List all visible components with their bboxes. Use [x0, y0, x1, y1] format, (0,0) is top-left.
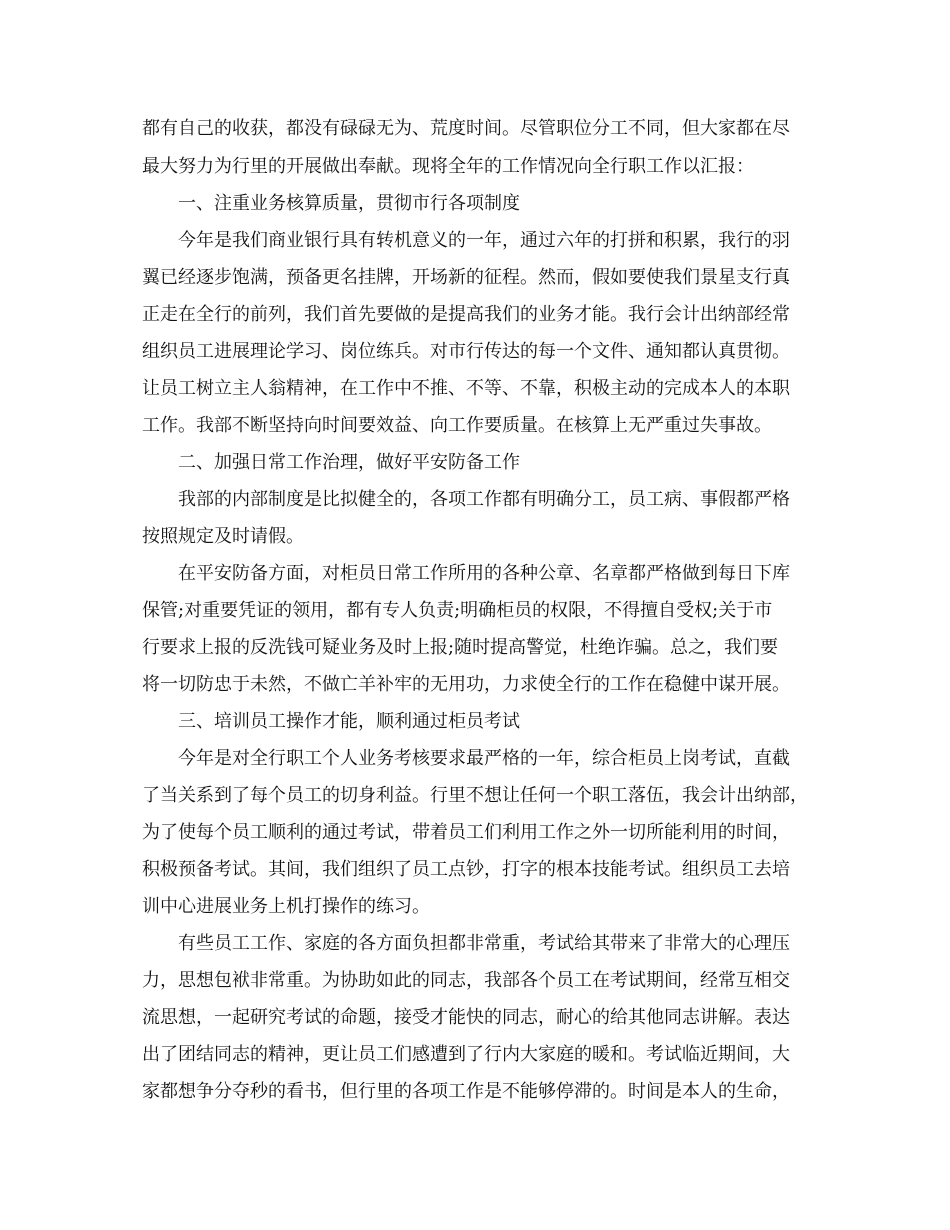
- body-line: 今年是我们商业银行具有转机意义的一年，通过六年的打拼和积累，我行的羽: [178, 230, 790, 251]
- body-line: 在平安防备方面，对柜员日常工作所用的各种公章、名章都严格做到每日下库: [178, 563, 790, 584]
- section-heading-3: 三、培训员工操作才能，顺利通过柜员考试: [178, 711, 520, 732]
- body-line: 流思想，一起研究考试的命题，接受才能快的同志，耐心的给其他同志讲解。表达: [142, 1007, 790, 1028]
- body-line: 将一切防忠于未然，不做亡羊补牢的无用功，力求使全行的工作在稳健中谋开展。: [142, 674, 790, 695]
- body-line: 让员工树立主人翁精神，在工作中不推、不等、不靠，积极主动的完成本人的本职: [142, 378, 790, 399]
- body-line: 正走在全行的前列，我们首先要做的是提高我们的业务才能。我行会计出纳部经常: [142, 304, 790, 325]
- body-line: 家都想争分夺秒的看书，但行里的各项工作是不能够停滞的。时间是本人的生命，: [142, 1081, 790, 1102]
- body-line: 行要求上报的反洗钱可疑业务及时上报;随时提高警觉，杜绝诈骗。总之，我们要: [142, 637, 779, 658]
- body-line: 按照规定及时请假。: [142, 526, 304, 547]
- body-line: 组织员工进展理论学习、岗位练兵。对市行传达的每一个文件、通知都认真贯彻。: [142, 341, 790, 362]
- body-line: 都有自己的收获，都没有碌碌无为、荒度时间。尽管职位分工不同，但大家都在尽: [142, 118, 790, 139]
- body-line: 我部的内部制度是比拟健全的，各项工作都有明确分工，员工病、事假都严格: [178, 489, 790, 510]
- body-line: 翼已经逐步饱满，预备更名挂牌，开场新的征程。然而，假如要使我们景星支行真: [142, 267, 790, 288]
- body-line: 工作。我部不断坚持向时间要效益、向工作要质量。在核算上无严重过失事故。: [142, 415, 772, 436]
- body-line: 最大努力为行里的开展做出奉献。现将全年的工作情况向全行职工作以汇报：: [142, 156, 754, 177]
- body-line: 出了团结同志的精神，更让员工们感遭到了行内大家庭的暖和。考试临近期间，大: [142, 1044, 790, 1065]
- body-line: 今年是对全行职工个人业务考核要求最严格的一年，综合柜员上岗考试，直截: [178, 748, 790, 769]
- body-line: 了当关系到了每个员工的切身利益。行里不想让任何一个职工落伍，我会计出纳部，: [142, 785, 808, 806]
- body-line: 有些员工工作、家庭的各方面负担都非常重，考试给其带来了非常大的心理压: [178, 933, 790, 954]
- body-line: 为了使每个员工顺利的通过考试，带着员工们利用工作之外一切所能利用的时间，: [142, 822, 790, 843]
- body-line: 保管;对重要凭证的领用，都有专人负责;明确柜员的权限，不得擅自受权;关于市: [142, 600, 773, 621]
- body-line: 力，思想包袱非常重。为协助如此的同志，我部各个员工在考试期间，经常互相交: [142, 970, 790, 991]
- section-heading-1: 一、注重业务核算质量，贯彻市行各项制度: [178, 193, 520, 214]
- body-line: 积极预备考试。其间，我们组织了员工点钞，打字的根本技能考试。组织员工去培: [142, 859, 790, 880]
- section-heading-2: 二、加强日常工作治理，做好平安防备工作: [178, 452, 520, 473]
- body-line: 训中心进展业务上机打操作的练习。: [142, 896, 430, 917]
